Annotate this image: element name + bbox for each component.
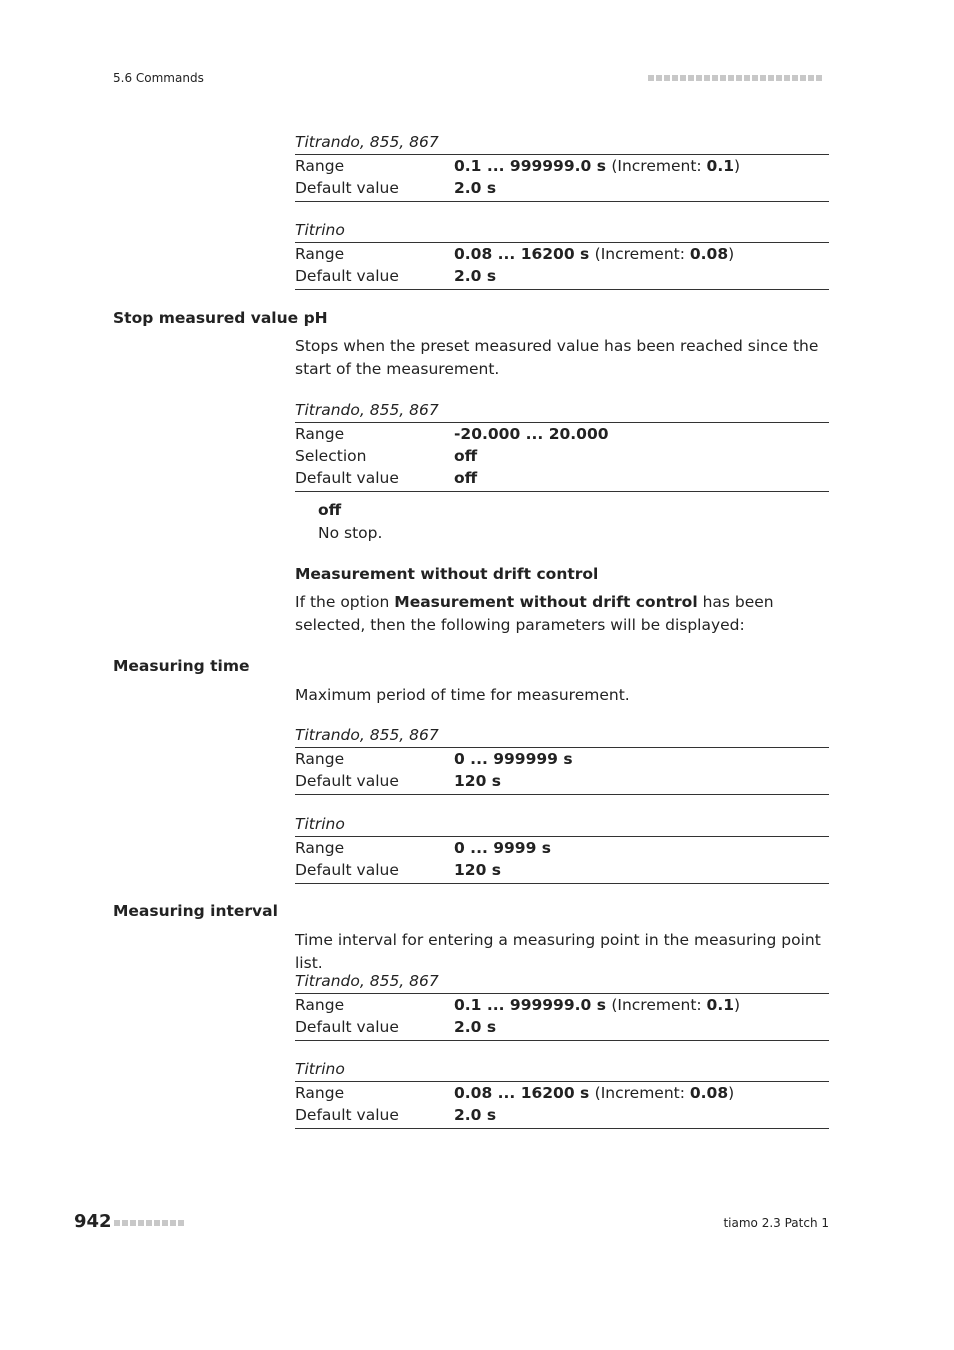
table-row: Default value off: [295, 469, 478, 487]
table-caption: Titrando, 855, 867: [295, 131, 829, 155]
table-row: Default value 120 s: [295, 861, 501, 879]
table-row: Selection off: [295, 447, 478, 465]
table-row: Range 0.1 ... 999999.0 s (Increment: 0.1): [295, 996, 741, 1014]
option-description: No stop.: [318, 524, 383, 542]
table-row: Range 0 ... 9999 s: [295, 839, 552, 857]
table-caption: Titrando, 855, 867: [295, 724, 829, 748]
table-caption: Titrando, 855, 867: [295, 399, 829, 423]
subsection-heading: Measurement without drift control: [295, 565, 599, 583]
running-header: 5.6 Commands: [113, 71, 204, 85]
footer-product: tiamo 2.3 Patch 1: [723, 1216, 829, 1230]
section-description: Time interval for entering a measuring point in the measuring point list.: [295, 931, 821, 972]
page-number: 942: [74, 1211, 112, 1232]
header-decoration: [648, 75, 822, 81]
table-row: Default value 120 s: [295, 772, 501, 790]
param-table: [295, 1058, 829, 1129]
param-table: [295, 724, 829, 795]
section-description: Stops when the preset measured value has been reached since the start of the measurement.: [295, 337, 819, 378]
table-caption: Titrino: [295, 219, 829, 243]
param-table: [295, 219, 829, 290]
section-heading: Measuring time: [113, 657, 250, 675]
footer-decoration: [114, 1220, 184, 1226]
table-row: Range -20.000 ... 20.000: [295, 425, 609, 443]
table-row: Range 0 ... 999999 s: [295, 750, 573, 768]
table-row: Default value 2.0 s: [295, 179, 497, 197]
section-description: Maximum period of time for measurement.: [295, 686, 630, 704]
section-heading: Stop measured value pH: [113, 309, 328, 327]
table-row: Range 0.08 ... 16200 s (Increment: 0.08): [295, 1084, 735, 1102]
table-row: Range 0.1 ... 999999.0 s (Increment: 0.1): [295, 157, 741, 175]
param-table: [295, 970, 829, 1041]
param-table: [295, 399, 829, 492]
param-table: [295, 131, 829, 202]
table-row: Range 0.08 ... 16200 s (Increment: 0.08): [295, 245, 735, 263]
section-heading: Measuring interval: [113, 902, 278, 920]
table-caption: Titrino: [295, 813, 829, 837]
param-table: [295, 813, 829, 884]
table-caption: Titrino: [295, 1058, 829, 1082]
table-row: Default value 2.0 s: [295, 267, 497, 285]
subsection-description: If the option Measurement without drift control has been selected, then the following parameters will be displayed:: [295, 593, 774, 634]
option-name: off: [318, 501, 342, 519]
table-row: Default value 2.0 s: [295, 1106, 497, 1124]
table-caption: Titrando, 855, 867: [295, 970, 829, 994]
table-row: Default value 2.0 s: [295, 1018, 497, 1036]
